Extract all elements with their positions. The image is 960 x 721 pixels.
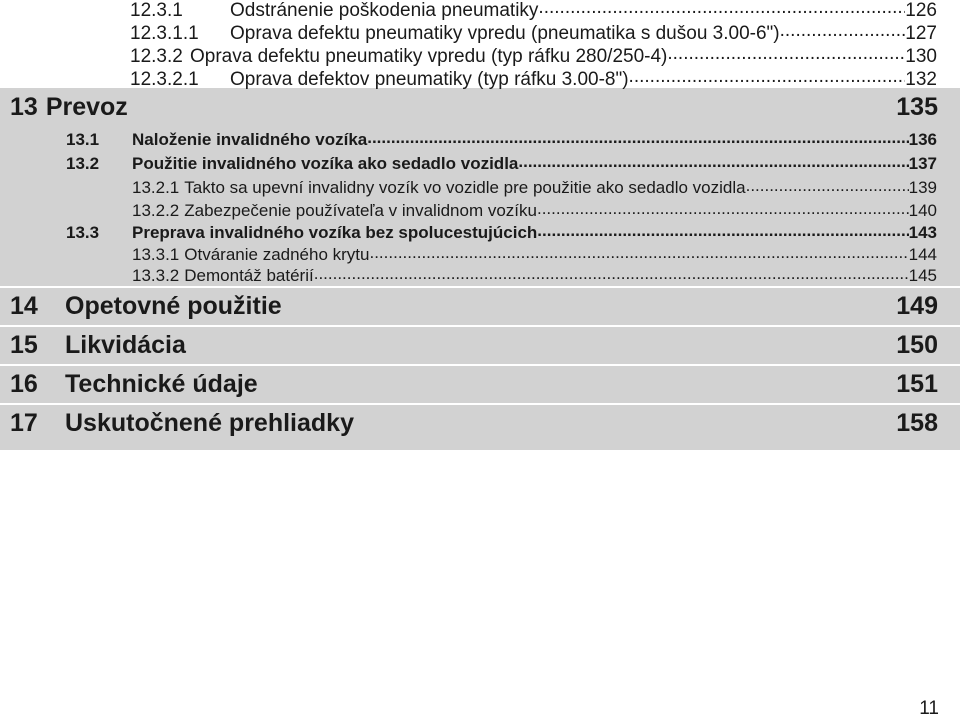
dot-leader — [629, 66, 906, 85]
chapter-number: 14 — [10, 292, 38, 320]
toc-subsection-page: 139 — [908, 178, 937, 197]
chapter-title: Opetovné použitie — [65, 292, 282, 320]
chapter-heading[interactable] — [10, 292, 938, 321]
chapter-number: 16 — [10, 370, 38, 398]
chapter-heading[interactable] — [10, 409, 938, 438]
toc-subsection-number: 13.2.1 — [132, 178, 180, 197]
toc-subsection-title: Zabezpečenie používateľa v invalidnom vozíku — [184, 201, 537, 220]
toc-entry[interactable] — [130, 20, 937, 45]
dot-leader — [367, 128, 908, 145]
toc-section-number: 13.1 — [66, 130, 100, 149]
page-number: 11 — [919, 698, 939, 719]
toc-section-page: 136 — [908, 130, 937, 149]
toc-subsection-title: Demontáž batérií — [184, 266, 314, 285]
divider — [0, 364, 960, 366]
toc-entry-page: 130 — [905, 46, 937, 67]
toc-section[interactable] — [66, 128, 937, 150]
toc-subsection[interactable] — [132, 176, 937, 198]
chapter-title: Likvidácia — [65, 331, 186, 359]
divider — [0, 325, 960, 327]
chapter-page: 151 — [896, 370, 938, 398]
toc-section-number: 13.3 — [66, 223, 100, 242]
toc-entry-title: Oprava defektu pneumatiky vpredu (pneumatika s dušou 3.00-6") — [230, 23, 780, 44]
chapter-title: Uskutočnené prehliadky — [65, 409, 354, 437]
toc-entry-number: 12.3.2 — [130, 46, 183, 67]
toc-subsection-number: 13.3.1 — [132, 245, 180, 264]
toc-subsection-page: 140 — [908, 201, 937, 220]
toc-subsection[interactable] — [132, 199, 937, 221]
chapter-page: 149 — [896, 292, 938, 320]
dot-leader — [537, 221, 908, 238]
chapter-number: 17 — [10, 409, 38, 437]
chapter-page: 158 — [896, 409, 938, 437]
toc-entry-title: Oprava defektov pneumatiky (typ ráfku 3.00-8") — [230, 69, 629, 90]
toc-section-page: 143 — [908, 223, 937, 242]
dot-leader — [518, 152, 908, 169]
chapter-heading[interactable] — [10, 370, 938, 399]
dot-leader — [538, 0, 905, 16]
toc-subsection[interactable] — [132, 243, 937, 265]
toc-entry[interactable] — [130, 66, 937, 91]
toc-section-title: Preprava invalidného vozíka bez spolucestujúcich — [132, 223, 538, 242]
toc-section-title: Použitie invalidného vozíka ako sedadlo vozidla — [132, 154, 519, 173]
chapter-page: 135 — [896, 93, 938, 121]
toc-section[interactable] — [66, 221, 937, 243]
dot-leader — [369, 243, 908, 260]
toc-section-page: 137 — [908, 154, 937, 173]
toc-subsection-number: 13.3.2 — [132, 266, 180, 285]
chapter-title: Technické údaje — [65, 370, 258, 398]
toc-entry-page: 126 — [905, 0, 937, 21]
dot-leader — [667, 43, 905, 62]
toc-entry-number: 12.3.1.1 — [130, 23, 199, 44]
toc-entry[interactable] — [130, 43, 937, 68]
chapter-heading[interactable] — [10, 331, 938, 360]
toc-entry-page: 132 — [905, 69, 937, 90]
divider — [0, 286, 960, 288]
chapter-number: 15 — [10, 331, 38, 359]
toc-subsection-number: 13.2.2 — [132, 201, 180, 220]
toc-entry-page: 127 — [905, 23, 937, 44]
chapter-number: 13 — [10, 93, 38, 121]
toc-entry-title: Oprava defektu pneumatiky vpredu (typ ráfku 280/250-4) — [190, 46, 668, 67]
toc-entry[interactable] — [130, 0, 937, 22]
chapter-heading[interactable] — [10, 93, 938, 122]
chapter-page: 150 — [896, 331, 938, 359]
chapter-title: Prevoz — [45, 93, 128, 121]
toc-entry-number: 12.3.2.1 — [130, 69, 199, 90]
toc-entry-number: 12.3.1 — [130, 0, 183, 21]
toc-subsection-title: Otváranie zadného krytu — [184, 245, 370, 264]
toc-section-number: 13.2 — [66, 154, 100, 173]
toc-section-title: Naloženie invalidného vozíka — [132, 130, 368, 149]
toc-subsection-page: 144 — [908, 245, 937, 264]
toc-subsection[interactable] — [132, 264, 937, 286]
toc-subsection-title: Takto sa upevní invalidny vozík vo vozidle pre použitie ako sedadlo vozidla — [184, 178, 746, 197]
dot-leader — [537, 199, 909, 216]
dot-leader — [780, 20, 906, 39]
dot-leader — [746, 176, 909, 193]
divider — [0, 403, 960, 405]
toc-entry-title: Odstránenie poškodenia pneumatiky — [230, 0, 539, 21]
dot-leader — [314, 264, 909, 281]
toc-subsection-page: 145 — [908, 266, 937, 285]
toc-section[interactable] — [66, 152, 937, 174]
